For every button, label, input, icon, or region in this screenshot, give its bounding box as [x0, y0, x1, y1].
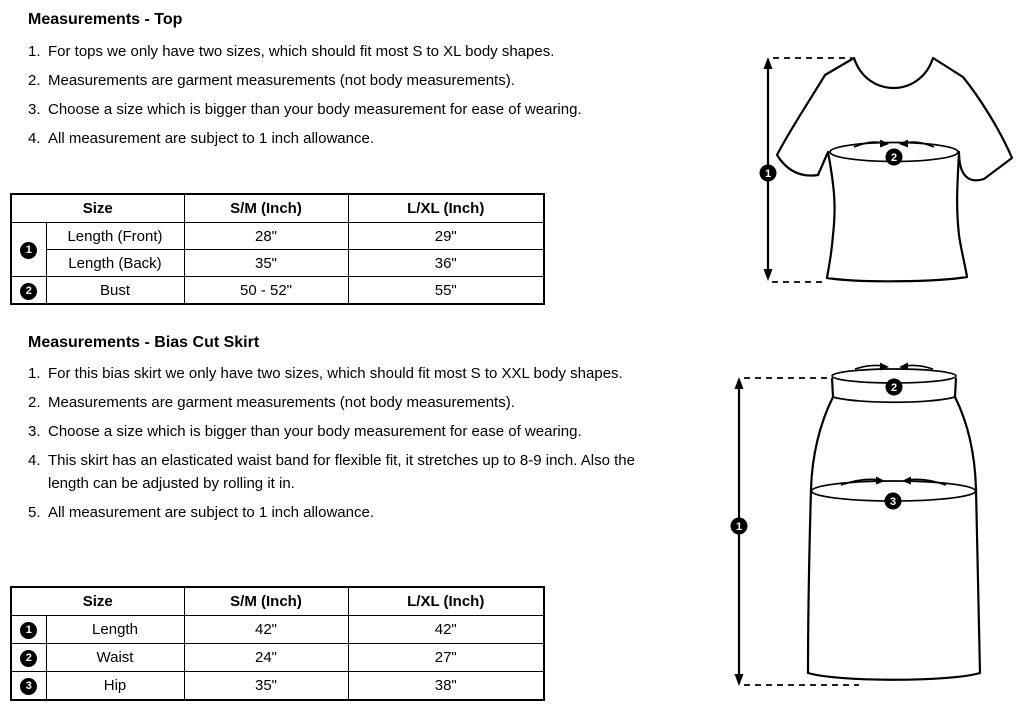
sm-value-cell: 24" — [184, 644, 348, 672]
table-row — [11, 644, 544, 672]
list-item — [28, 127, 674, 150]
size-label-cell: Bust — [46, 277, 184, 305]
table-header-row — [11, 587, 544, 616]
size-label-cell: Length (Back) — [46, 250, 184, 277]
lxl-value-cell: 42" — [348, 616, 544, 644]
note-text: For this bias skirt we only have two sizes, which should fit most S to XXL body shapes. — [48, 365, 623, 382]
lxl-value-cell: 36" — [348, 250, 544, 277]
arrow-right-icon — [880, 140, 889, 148]
table-row — [11, 223, 544, 250]
lxl-header-cell: L/XL (Inch) — [348, 587, 544, 616]
lxl-value-cell: 55" — [348, 277, 544, 305]
skirt-notes-list — [28, 362, 674, 530]
list-number — [28, 40, 48, 63]
skirt-garment-diagram — [713, 355, 1025, 710]
skirt-outline — [808, 397, 980, 680]
note-text: Measurements are garment measurements (not body measurements). — [48, 72, 515, 89]
list-item — [28, 40, 674, 63]
arrow-up-icon — [735, 377, 744, 389]
lxl-value-cell: 38" — [348, 672, 544, 701]
lxl-value-cell: 29" — [348, 223, 544, 250]
list-item — [28, 362, 674, 385]
size-label-cell: Hip — [46, 672, 184, 701]
waistband-side-right — [955, 378, 956, 397]
badge-cell — [11, 223, 46, 277]
svg-text:2: 2 — [890, 152, 898, 164]
sm-header-cell: S/M (Inch) — [184, 194, 348, 223]
lxl-value-cell: 27" — [348, 644, 544, 672]
skirt-section-title: Measurements - Bias Cut Skirt — [28, 334, 260, 351]
note-text: For tops we only have two sizes, which should fit most S to XL body shapes. — [48, 43, 555, 60]
note-text: Measurements are garment measurements (not body measurements). — [48, 394, 515, 411]
size-label-cell: Length — [46, 616, 184, 644]
sm-header-cell: S/M (Inch) — [184, 587, 348, 616]
skirt-measurements-table — [10, 586, 545, 701]
diagram-badge-3 — [885, 493, 902, 510]
badge-3-icon: 3 — [20, 678, 37, 695]
waistband-side-left — [832, 378, 833, 397]
table-row — [11, 616, 544, 644]
list-number — [28, 98, 48, 121]
sm-value-cell: 28" — [184, 223, 348, 250]
badge-cell — [11, 277, 46, 305]
badge-2-icon: 2 — [20, 650, 37, 667]
bust-arrow-left — [854, 142, 883, 147]
list-item — [28, 420, 674, 443]
arrow-left-icon — [899, 140, 908, 148]
top-notes-list — [28, 40, 674, 156]
list-number — [28, 362, 48, 385]
svg-text:2: 2 — [890, 382, 898, 394]
badge-cell — [11, 616, 46, 644]
arrow-down-icon — [764, 269, 773, 281]
arrow-down-icon — [735, 674, 744, 686]
bust-arrow-right — [905, 142, 934, 147]
list-number — [28, 420, 48, 443]
note-text: All measurement are subject to 1 inch allowance. — [48, 504, 375, 521]
sm-value-cell: 42" — [184, 616, 348, 644]
diagram-badge-1 — [731, 518, 748, 535]
table-row — [11, 277, 544, 305]
top-garment-diagram — [740, 40, 1025, 300]
table-row — [11, 672, 544, 701]
arrow-up-icon — [764, 57, 773, 69]
svg-text:1: 1 — [735, 521, 743, 533]
badge-cell — [11, 644, 46, 672]
note-text: This skirt has an elasticated waist band for flexible fit, it stretches up to 8-9 inch. Also the length can be adjusted by rolling it in. — [48, 452, 635, 492]
list-number — [28, 69, 48, 92]
sm-value-cell: 35" — [184, 672, 348, 701]
table-row — [11, 250, 544, 277]
diagram-badge-2 — [886, 149, 903, 166]
size-label-cell: Waist — [46, 644, 184, 672]
sm-value-cell: 50 - 52" — [184, 277, 348, 305]
badge-2-icon: 2 — [20, 283, 37, 300]
arrow-right-icon — [876, 477, 885, 485]
badge-1-icon: 1 — [20, 242, 37, 259]
lxl-header-cell: L/XL (Inch) — [348, 194, 544, 223]
badge-1-icon: 1 — [20, 622, 37, 639]
list-number — [28, 449, 48, 495]
arrow-left-icon — [902, 477, 911, 485]
diagram-badge-1 — [760, 165, 777, 182]
list-item — [28, 69, 674, 92]
table-header-row — [11, 194, 544, 223]
top-measurements-table — [10, 193, 545, 305]
list-item — [28, 449, 674, 495]
badge-cell — [11, 672, 46, 701]
note-text: All measurement are subject to 1 inch allowance. — [48, 130, 375, 147]
list-item — [28, 98, 674, 121]
diagram-badge-2 — [886, 379, 903, 396]
list-number — [28, 391, 48, 414]
svg-text:1: 1 — [764, 168, 772, 180]
list-item — [28, 391, 674, 414]
top-section-title: Measurements - Top — [28, 11, 183, 28]
waistband-bottom — [833, 397, 955, 402]
svg-text:3: 3 — [889, 496, 897, 508]
size-header-cell: Size — [11, 587, 184, 616]
tshirt-outline — [777, 58, 1012, 281]
list-item — [28, 501, 674, 524]
list-number — [28, 127, 48, 150]
size-label-cell: Length (Front) — [46, 223, 184, 250]
note-text: Choose a size which is bigger than your body measurement for ease of wearing. — [48, 423, 582, 440]
note-text: Choose a size which is bigger than your body measurement for ease of wearing. — [48, 101, 582, 118]
list-number — [28, 501, 48, 524]
size-header-cell: Size — [11, 194, 184, 223]
sm-value-cell: 35" — [184, 250, 348, 277]
